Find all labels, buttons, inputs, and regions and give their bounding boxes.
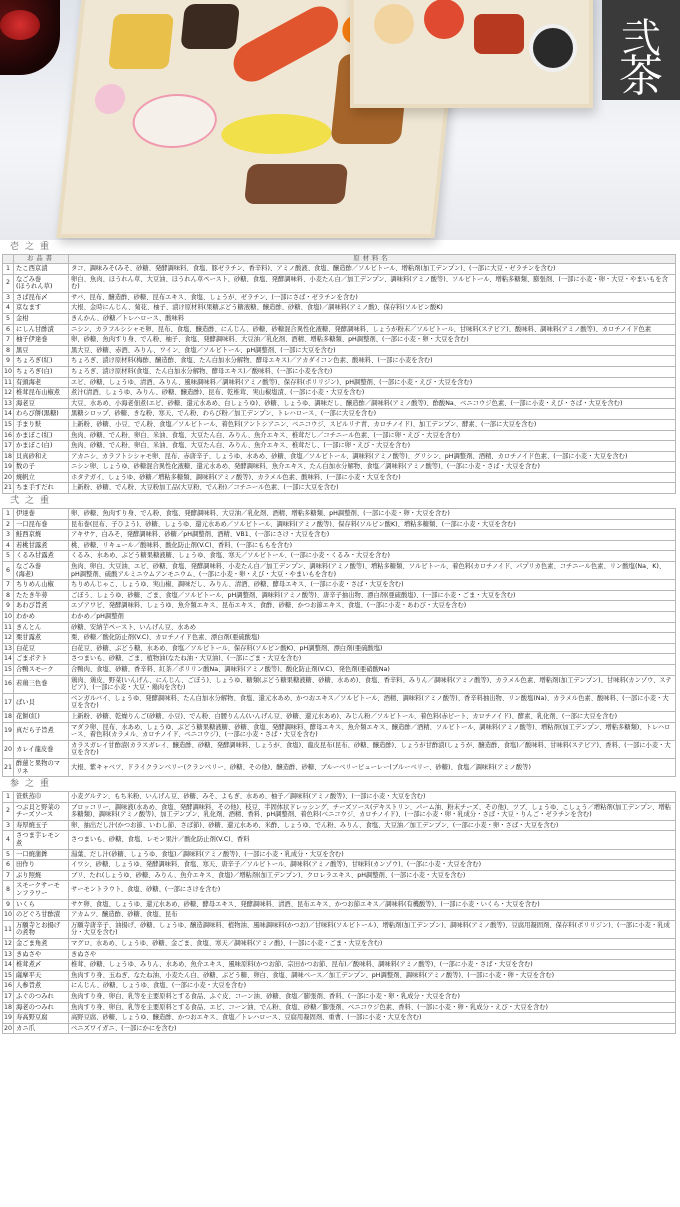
item-name: さつま芋レモン煮	[14, 831, 69, 849]
table-row	[3, 910, 676, 921]
item-materials: 黒大豆、砂糖、赤酒、みりん、ワイン、食塩／ソルビトール、pH調整剤、(一部に大豆を含む)	[69, 345, 676, 356]
row-number: 12	[3, 388, 14, 399]
table-row	[3, 335, 676, 346]
item-materials: さつまいも、砂糖、食塩、レモン果汁／酸化防止剤(V.C)、香料	[69, 831, 676, 849]
tier-title: 参之重	[10, 779, 56, 790]
item-materials: 卵白、魚肉、ほうれん草、大豆油、ほうれん草ペースト、砂糖、食塩、発酵調味料、小麦たん白／加工デンプン、調味料(アミノ酸等)、ソルビトール、増粘多糖類、膨張剤、(一部に小麦・卵・大豆・やまいもを含む)	[69, 274, 676, 292]
item-materials: エゾアワビ、発酵調味料、しょうゆ、魚介類エキス、昆布エキス、食酢、砂糖、かつお節エキス、食塩、(一部に小麦・あわび・大豆を含む)	[69, 601, 676, 612]
row-number: 3	[3, 292, 14, 303]
tier-label-top: 弐	[621, 16, 661, 62]
row-number: 19	[3, 462, 14, 473]
row-number: 13	[3, 398, 14, 409]
item-materials: ニシン、カラフルシシャモ卵、昆布、食塩、醸造酢、にんじん、砂糖、砂糖混合異性化液糖、発酵調味料、しょうが粉末／ソルビトール、甘味料(ステビア)、酸味料、調味料(アミノ酸等)、カロチノイド色素	[69, 324, 676, 335]
table-row	[3, 366, 676, 377]
table-row	[3, 722, 676, 740]
item-name: わらび餅(黒糖)	[14, 409, 69, 420]
item-materials: 砂糖、安納芋ペースト、いんげん豆、水あめ	[69, 622, 676, 633]
table-row	[3, 472, 676, 483]
row-number: 16	[3, 981, 14, 992]
item-materials: くるみ、水あめ、ぶどう糖果糖液糖、しょうゆ、食塩、寒天／ソルビトール、(一部に小麦・くるみ・大豆を含む)	[69, 551, 676, 562]
row-number: 18	[3, 451, 14, 462]
table-row	[3, 675, 676, 693]
item-materials: ホタテガイ、しょうゆ、砂糖／増粘多糖類、調味料(アミノ酸等)、カラメル色素、酸味料、(一部に小麦・大豆を含む)	[69, 472, 676, 483]
table-row	[3, 264, 676, 275]
item-name: 花餅(紅)	[14, 711, 69, 722]
item-materials: 魚肉すり身、卵白、乳等を主要原料とする食品、ふぐ皮、コーン油、砂糖、食塩／膨張剤、香料、(一部に小麦・卵・乳成分・大豆を含む)	[69, 991, 676, 1002]
table-row	[3, 313, 676, 324]
row-number: 3	[3, 530, 14, 541]
item-materials: 上新粉、砂糖、小豆、でん粉、食塩／ソルビトール、着色料(アントシアニン、ベニコウジ、スピルリナ青、カロチノイド)、加工デンプン、酵素、(一部に大豆を含む)	[69, 419, 676, 430]
item-name: ばい貝	[14, 693, 69, 711]
table-row	[3, 758, 676, 776]
item-materials: マグロ、水あめ、しょうゆ、砂糖、金ごま、食塩、寒天／調味料(アミノ酸)、(一部に小麦・ごま・大豆を含む)	[69, 939, 676, 950]
item-name: ふぐのつみれ	[14, 991, 69, 1002]
item-name: 笹麩蒸巾	[14, 792, 69, 803]
item-name: 数の子	[14, 462, 69, 473]
lacquer-bowl-image	[0, 0, 60, 75]
table-row	[3, 1023, 676, 1034]
table-row	[3, 654, 676, 665]
item-name: 海老のつみれ	[14, 1002, 69, 1013]
item-materials: 煮汁(清酒、しょうゆ、みりん、砂糖、醸造酢)、昆布、乾椎茸、実山椒塩漬、(一部に小麦・大豆を含む)	[69, 388, 676, 399]
item-name: あわび旨煮	[14, 601, 69, 612]
table-row	[3, 462, 676, 473]
row-number: 17	[3, 693, 14, 711]
item-name: カニ爪	[14, 1023, 69, 1034]
table-row	[3, 802, 676, 820]
item-name: 薩摩平天	[14, 970, 69, 981]
item-name: さば昆布〆	[14, 292, 69, 303]
row-number: 7	[3, 580, 14, 591]
item-materials: イワシ、砂糖、しょうゆ、発酵調味料、食塩、寒天、唐辛子／ソルビトール、調味料(アミノ酸等)、甘味料(カンゾウ)、(一部に小麦・大豆を含む)	[69, 860, 676, 871]
row-number: 1	[3, 792, 14, 803]
row-number: 15	[3, 664, 14, 675]
table-row	[3, 612, 676, 623]
table-row	[3, 601, 676, 612]
item-name: 黒豆	[14, 345, 69, 356]
table-row	[3, 419, 676, 430]
header-materials: 原材料名	[69, 255, 676, 264]
item-name: 金ごま角煮	[14, 939, 69, 950]
row-number: 1	[3, 264, 14, 275]
row-number: 13	[3, 643, 14, 654]
item-materials: ごぼう、しょうゆ、砂糖、ごま、食塩／ソルビトール、pH調整剤、調味料(アミノ酸等)、唐辛子抽出物、漂白剤(亜硫酸塩)、(一部に小麦・ごま・大豆を含む)	[69, 590, 676, 601]
item-materials: 魚肉、砂糖、でん粉、卵白、米油、食塩、大豆たん白、みりん、魚介エキス、椎茸だし／コチニール色素、(一部に卵・えび・大豆を含む)	[69, 430, 676, 441]
item-materials: 魚肉、砂糖、でん粉、卵白、米油、食塩、大豆たん白、みりん、魚介エキス、椎茸だし、(一部に卵・えび・大豆を含む)	[69, 441, 676, 452]
item-materials: 小麦グルテン、もち米粉、いんげん豆、砂糖、みそ、よもぎ、水あめ、柚子／調味料(アミノ酸等)、(一部に小麦・大豆を含む)	[69, 792, 676, 803]
table-row	[3, 981, 676, 992]
item-name: ごまポテト	[14, 654, 69, 665]
item-name: 酢蓮と果物のマリネ	[14, 758, 69, 776]
table-row	[3, 430, 676, 441]
item-name: 鮭西京焼	[14, 530, 69, 541]
table-row	[3, 740, 676, 758]
table-row	[3, 356, 676, 367]
table-row	[3, 849, 676, 860]
table-row	[3, 483, 676, 494]
table-row	[3, 633, 676, 644]
row-number: 9	[3, 601, 14, 612]
item-materials: ちょろぎ、漬け原材料(梅酢、醸造酢、食塩、たん白加水分解物、酵母エキス)／アカダイコン色素、酸味料、(一部に小麦を含む)	[69, 356, 676, 367]
item-materials: 黒糖シロップ、砂糖、きな粉、寒天、でん粉、わらび粉／加工デンプン、トレハロース、(一部に大豆を含む)	[69, 409, 676, 420]
item-materials: 上新粉、砂糖、乾燥りんご(砂糖、小豆)、でん粉、白腰りんん(いんげん豆、砂糖、還元水あめ)、みじん粉／ソルビトール、着色料(赤ビート、カロチノイド)、酵素、乳化剤、(一部に大豆を含む)	[69, 711, 676, 722]
row-number: 16	[3, 675, 14, 693]
row-number: 19	[3, 722, 14, 740]
row-number: 6	[3, 324, 14, 335]
header-num	[3, 255, 14, 264]
table-row	[3, 792, 676, 803]
hero-photo	[0, 0, 680, 240]
row-number: 19	[3, 1013, 14, 1024]
row-number: 4	[3, 831, 14, 849]
row-number: 2	[3, 274, 14, 292]
ingredient-table	[2, 508, 676, 777]
row-number: 8	[3, 345, 14, 356]
table-row	[3, 409, 676, 420]
row-number: 10	[3, 366, 14, 377]
table-row	[3, 860, 676, 871]
item-materials: 桃、砂糖、リキュール／酸味料、酸化防止剤(V.C)、香料、(一部にももを含む)	[69, 540, 676, 551]
row-number: 14	[3, 960, 14, 971]
ingredient-list	[0, 240, 680, 1034]
row-number: 21	[3, 758, 14, 776]
item-name: 椎茸煮〆	[14, 960, 69, 971]
item-materials: 大豆、水あめ、小海老佃煮(エビ、砂糖、還元水あめ、白しょうゆ)、砂糖、しょうゆ、調味だし、醸造酢／調味料(アミノ酸等)、酢酸Na、ベニコウジ色素、(一部に小麦・えび・さば・大豆を含む)	[69, 398, 676, 409]
row-number: 5	[3, 313, 14, 324]
item-name: 万願寺とお揚げの煮物	[14, 920, 69, 938]
tier-label-badge	[602, 0, 680, 100]
table-row	[3, 693, 676, 711]
item-name: たこ西京漬	[14, 264, 69, 275]
item-name: 金柑	[14, 313, 69, 324]
row-number: 20	[3, 472, 14, 483]
item-materials: マダラ卵、昆布、水あめ、しょうゆ、ぶどう糖果糖液糖、砂糖、食塩、発酵調味料、酵母エキス、魚介類エキス、醸造酢／酒精、ソルビトール、調味料(アミノ酸等)、増粘剤(加工デンプン、増粘多糖類)、トレハロース、着色料(カラメル、カロチノイド、ベニコウジ)、(一部に小麦・さば・大豆を含む)	[69, 722, 676, 740]
item-name: なごみ巻 (ほうれん草)	[14, 274, 69, 292]
item-name: スモークサーモンフラワー	[14, 881, 69, 899]
item-name: 海老豆	[14, 398, 69, 409]
item-materials: 卵、抽出だし汁(かつお節、いわし節、さば節)、砂糖、還元水あめ、米酢、しょうゆ、でん粉、みりん、食塩、大豆油／加工デンプン、(一部に小麦・卵・さば・大豆を含む)	[69, 820, 676, 831]
table-row	[3, 377, 676, 388]
item-materials: にんじん、砂糖、しょうゆ、食塩、(一部に小麦・大豆を含む)	[69, 981, 676, 992]
item-name: 柚子伊達巻	[14, 335, 69, 346]
item-materials: 白花豆、砂糖、ぶどう糖、水あめ、食塩／ソルビトール、保存料(ソルビン酸K)、pH調整剤、漂白剤(亜硫酸塩)	[69, 643, 676, 654]
item-materials: 椎茸、砂糖、しょうゆ、みりん、水あめ、魚介エキス、風味原料(かつお節、宗田かつお節、昆布)／酸味料、調味料(アミノ酸等)、(一部に小麦・さば・大豆を含む)	[69, 960, 676, 971]
item-name: いくら	[14, 899, 69, 910]
item-name: 若鶏三色巻	[14, 675, 69, 693]
item-materials: エビ、砂糖、しょうゆ、清酒、みりん、風味調味料／調味料(アミノ酸等)、保存料(ポリリジン)、pH調整剤、(一部に小麦・えび・大豆を含む)	[69, 377, 676, 388]
row-number: 8	[3, 881, 14, 899]
table-row	[3, 664, 676, 675]
item-name: 田作り	[14, 860, 69, 871]
item-name: きんとん	[14, 622, 69, 633]
table-row	[3, 303, 676, 314]
item-materials: 卵、砂糖、魚肉すり身、でん粉、食塩、発酵調味料、大豆油／乳化剤、酒精、増粘多糖類、pH調整剤、(一部に小麦・卵・大豆を含む)	[69, 509, 676, 520]
item-materials: きんかん、砂糖／トレハロース、酸味料	[69, 313, 676, 324]
row-number: 2	[3, 802, 14, 820]
table-row	[3, 324, 676, 335]
item-name: 寿厚焼玉子	[14, 820, 69, 831]
item-name: 合鴨スモーク	[14, 664, 69, 675]
item-materials: カラスガレイ甘酢漬(カラスガレイ、醸造酢、砂糖、発酵調味料、しょうが、食塩)、龍皮昆布(昆布、砂糖、醸造酢)、しょうが甘酢漬(しょうが、醸造酢、食塩)／酸味料、甘味料(ステビア)、香料、(一部に小麦・大豆を含む)	[69, 740, 676, 758]
item-name: かまぼこ(紅)	[14, 430, 69, 441]
item-name: 伊達巻	[14, 509, 69, 520]
table-row	[3, 562, 676, 580]
osechi-box-second-image	[350, 0, 593, 108]
item-name: 白花豆	[14, 643, 69, 654]
item-name: 焼帆立	[14, 472, 69, 483]
item-name: かまぼこ(白)	[14, 441, 69, 452]
row-number: 5	[3, 849, 14, 860]
item-materials: サバ、昆布、醸造酢、砂糖、昆布エキス、食塩、しょうが、ゼラチン、(一部にさば・ゼラチンを含む)	[69, 292, 676, 303]
table-row	[3, 711, 676, 722]
table-row	[3, 388, 676, 399]
table-row	[3, 590, 676, 601]
item-name: 一口焼蒲鉾	[14, 849, 69, 860]
table-row	[3, 881, 676, 899]
item-name: なごみ巻 (海老)	[14, 562, 69, 580]
table-row	[3, 991, 676, 1002]
table-row	[3, 960, 676, 971]
item-name: つぶ貝と野菜の チーズソース	[14, 802, 69, 820]
row-number: 10	[3, 612, 14, 623]
ingredient-table	[2, 791, 676, 1034]
table-row	[3, 831, 676, 849]
item-materials: 昆布巻(昆布、子ひよう)、砂糖、しょうゆ、還元水あめ／ソルビトール、調味料(アミノ酸等)、保存料(ソルビン酸K)、増粘多糖類、(一部に小麦・大豆を含む)	[69, 519, 676, 530]
item-materials: 湯葉、だし汁(砂糖、しょうゆ、食塩)／調味料(アミノ酸等)、(一部に小麦・乳成分・大豆を含む)	[69, 849, 676, 860]
table-row	[3, 870, 676, 881]
item-materials: ベニズワイガニ、(一部にかにを含む)	[69, 1023, 676, 1034]
row-number: 17	[3, 991, 14, 1002]
item-name: 人参旨煮	[14, 981, 69, 992]
item-materials: 鶏肉、鶏皮、野菜(いんげん、にんじん、ごぼう)、しょうゆ、糖類(ぶどう糖果糖液糖、砂糖、水あめ)、食塩、香辛料、みりん／調味料(アミノ酸等)、カラメル色素、増粘剤(加工デンプン)、甘味料(カンゾウ、ステビア)、(一部に小麦・大豆・鶏肉を含む)	[69, 675, 676, 693]
table-row	[3, 920, 676, 938]
table-row	[3, 451, 676, 462]
row-number: 6	[3, 860, 14, 871]
row-number: 18	[3, 1002, 14, 1013]
item-materials: 大根、紫キャベツ、ドライクランベリー(クランベリー、砂糖、その他)、醸造酢、砂糖、ブルーベリービューレー(ブルーベリー、砂糖)、食塩／調味料(アミノ酸等)	[69, 758, 676, 776]
table-row	[3, 345, 676, 356]
tier-title: 壱之重	[10, 242, 56, 252]
table-row	[3, 820, 676, 831]
item-materials: アカムツ、醸造酢、砂糖、食塩、昆布	[69, 910, 676, 921]
item-materials: 高野豆腐、砂糖、しょうゆ、醸造酢、かつおエキス、食塩／トレハロース、豆腐用凝固剤、重曹、(一部に小麦・大豆を含む)	[69, 1013, 676, 1024]
table-row	[3, 519, 676, 530]
table-row	[3, 292, 676, 303]
item-materials: さつまいも、砂糖、ごま、植物油(なたね油・大豆油)、(一部にごま・大豆を含む)	[69, 654, 676, 665]
item-name: 若桃甘露煮	[14, 540, 69, 551]
item-name: 手まり麩	[14, 419, 69, 430]
item-materials: ちょろぎ、漬け原材料(食塩、たん白加水分解物、酵母エキス)／酸味料、(一部に小麦を含む)	[69, 366, 676, 377]
item-materials: ベンガルバイ、しょうゆ、発酵調味料、たん白加水分解物、食塩、還元水あめ、かつおエキス／ソルビトール、酒精、調味料(アミノ酸等)、香辛料抽出物、リン酸塩(Na)、カラメル色素、酸味料、(一部に小麦・大豆を含む)	[69, 693, 676, 711]
table-row	[3, 398, 676, 409]
table-row	[3, 643, 676, 654]
item-name: カレイ龍皮巻	[14, 740, 69, 758]
tier-section	[0, 240, 680, 494]
table-row	[3, 622, 676, 633]
tier-section	[0, 777, 680, 1034]
row-number: 14	[3, 409, 14, 420]
item-name: きぬさや	[14, 949, 69, 960]
item-name: 栗甘露煮	[14, 633, 69, 644]
item-name: のどぐろ甘酢漬	[14, 910, 69, 921]
row-number: 18	[3, 711, 14, 722]
item-materials: 魚肉すり身、卵白、乳等を主要原料とする食品、エビ、コーン油、でん粉、食塩、砂糖／膨張剤、ベニコウジ色素、香料、(一部に小麦・卵・乳成分・えび・大豆を含む)	[69, 1002, 676, 1013]
item-name: 貝真砂和え	[14, 451, 69, 462]
table-row	[3, 274, 676, 292]
row-number: 11	[3, 622, 14, 633]
row-number: 15	[3, 419, 14, 430]
item-materials: 栗、砂糖／酸化防止剤(V.C)、カロチノイド色素、漂白剤(亜硫酸塩)	[69, 633, 676, 644]
item-name: 一口昆布巻	[14, 519, 69, 530]
item-materials: 卵、砂糖、魚肉すり身、でん粉、柚子、食塩、発酵調味料、大豆油／乳化剤、酒精、増粘多糖類、pH調整剤、(一部に小麦・卵・大豆を含む)	[69, 335, 676, 346]
item-name: ぶり照焼	[14, 870, 69, 881]
table-row	[3, 530, 676, 541]
item-materials: ブロッコリー、調味液(水あめ、食塩、発酵調味料、その他)、枝豆、半固体状ドレッシング、チーズソース(デキストリン、パーム油、粉末チーズ、その他)、ツブ、しょうゆ、こしょう／増粘剤(加工デンプン、増粘多糖類)、調味料(アミノ酸等)、加工デンプン、乳化剤、酒精、香料、pH調整剤、着色料(ベニコウジ、カロチノイド)、(一部に小麦・卵・乳成分・さば・大豆・りんご・ゼラチンを含む)	[69, 802, 676, 820]
table-header-row	[3, 255, 676, 264]
row-number: 7	[3, 335, 14, 346]
table-row	[3, 939, 676, 950]
row-number: 10	[3, 910, 14, 921]
item-name: 椎茸昆布山椒煮	[14, 388, 69, 399]
item-name: 真だら子旨煮	[14, 722, 69, 740]
row-number: 13	[3, 949, 14, 960]
item-materials: アキサケ、白みそ、発酵調味料、砂糖／pH調整剤、酒精、VB1、(一部にさけ・大豆を含む)	[69, 530, 676, 541]
item-materials: 上新粉、砂糖、でん粉、大豆粉加工品(大豆粉、でん粉)／コチニール色素、(一部に大豆を含む)	[69, 483, 676, 494]
row-number: 9	[3, 356, 14, 367]
row-number: 20	[3, 740, 14, 758]
row-number: 4	[3, 540, 14, 551]
item-materials: 合鴨肉、食塩、砂糖、香辛料、紅茶／ポリリン酸Na、調味料(アミノ酸等)、酸化防止剤(V.C)、発色剤(亜硝酸Na)	[69, 664, 676, 675]
item-name: ちょろぎ(紅)	[14, 356, 69, 367]
item-name: 有頭海老	[14, 377, 69, 388]
tier-title: 弐之重	[10, 496, 56, 507]
row-number: 9	[3, 899, 14, 910]
table-row	[3, 899, 676, 910]
row-number: 6	[3, 562, 14, 580]
row-number: 16	[3, 430, 14, 441]
row-number: 21	[3, 483, 14, 494]
item-name: わかめ	[14, 612, 69, 623]
table-row	[3, 540, 676, 551]
row-number: 11	[3, 377, 14, 388]
item-materials: 魚肉すり身、玉ねぎ、なたね油、小麦たん白、砂糖、ぶどう糖、卵白、食塩、調味ベース／加工デンプン、pH調整剤、調味料(アミノ酸等)、(一部に小麦・卵・大豆を含む)	[69, 970, 676, 981]
item-materials: 大根、金時にんじん、菊花、柚子、漬け原材料(果糖ぶどう糖液糖、醸造酢、砂糖、食塩)／調味料(アミノ酸)、保存料(ソルビン酸K)	[69, 303, 676, 314]
table-row	[3, 970, 676, 981]
table-row	[3, 949, 676, 960]
item-name: くるみ甘露煮	[14, 551, 69, 562]
row-number: 15	[3, 970, 14, 981]
tier-label-main: 茶	[619, 51, 663, 102]
row-number: 12	[3, 939, 14, 950]
item-materials: わかめ／pH調整剤	[69, 612, 676, 623]
item-name: ちりめん山椒	[14, 580, 69, 591]
row-number: 4	[3, 303, 14, 314]
item-materials: サーモントラウト、食塩、砂糖、(一部にさけを含む)	[69, 881, 676, 899]
table-row	[3, 509, 676, 520]
item-materials: ブリ、たれ(しょうゆ、砂糖、みりん、魚介エキス、食塩)／増粘剤(加工デンプン)、クロレラエキス、pH調整剤、(一部に小麦・大豆を含む)	[69, 870, 676, 881]
item-name: ちま手すだれ	[14, 483, 69, 494]
item-name: ちょろぎ(白)	[14, 366, 69, 377]
row-number: 12	[3, 633, 14, 644]
item-materials: タコ、調味みそ(みそ、砂糖、発酵調味料、食塩、豚ゼラチン、香辛料)、アミノ酸液、食塩、醸造酢／ソルビトール、増粘剤(加工デンプン)、(一部に大豆・ゼラチンを含む)	[69, 264, 676, 275]
row-number: 3	[3, 820, 14, 831]
row-number: 20	[3, 1023, 14, 1034]
row-number: 11	[3, 920, 14, 938]
table-row	[3, 551, 676, 562]
row-number: 17	[3, 441, 14, 452]
item-materials: きぬさや	[69, 949, 676, 960]
table-row	[3, 1013, 676, 1024]
item-materials: 万願寺唐辛子、油揚げ、砂糖、しょうゆ、醸造調味料、植物油、風味調味料(かつお)／甘味料(ソルビトール)、増粘剤(加工デンプン)、調味料(アミノ酸等)、豆腐用凝固剤、保存料(ポリリジン)、(一部に小麦・乳成分・大豆を含む)	[69, 920, 676, 938]
tier-section	[0, 494, 680, 777]
item-materials: ニシン卵、しょうゆ、砂糖混合異性化液糖、還元水あめ、発酵調味料、魚介エキス、たん白加水分解物、食塩／調味料(アミノ酸等)、(一部に小麦・さば・大豆を含む)	[69, 462, 676, 473]
item-materials: 魚肉、卵白、大豆油、エビ、砂糖、食塩、発酵調味料、小麦たん白／加工デンプン、調味料(アミノ酸等)、増粘多糖類、ソルビトール、着色料(カロチノイド、パプリカ色素、コチニール色素、リン酸塩(Na、K)、pH調整剤、硫酸アルミニウムアンモニウム、(一部に小麦・卵・えび・大豆・やまいもを含む)	[69, 562, 676, 580]
item-materials: サケ卵、食塩、しょうゆ、還元水あめ、砂糖、酵母エキス、発酵調味料、清酒、昆布エキス、かつお節エキス／調味料(有機酸等)、(一部に小麦・いくら・大豆を含む)	[69, 899, 676, 910]
table-row	[3, 1002, 676, 1013]
row-number: 2	[3, 519, 14, 530]
item-name: 寿高野豆腐	[14, 1013, 69, 1024]
row-number: 8	[3, 590, 14, 601]
item-materials: ちりめんじゃこ、しょうゆ、実山椒、調味だし、みりん、清酒、砂糖、酵母エキス、(一部に小麦・さば・大豆を含む)	[69, 580, 676, 591]
row-number: 7	[3, 870, 14, 881]
item-name: 京なます	[14, 303, 69, 314]
row-number: 1	[3, 509, 14, 520]
ingredient-table	[2, 254, 676, 494]
header-item: お品書	[14, 255, 69, 264]
table-row	[3, 580, 676, 591]
row-number: 5	[3, 551, 14, 562]
item-materials: アカニシ、カラフトシシャモ卵、昆布、赤唐辛子、しょうゆ、水あめ、砂糖、食塩／ソルビトール、調味料(アミノ酸等)、グリシン、pH調整剤、酒精、カロチノイド色素、(一部に小麦・大豆を含む)	[69, 451, 676, 462]
table-row	[3, 441, 676, 452]
item-name: たたき牛蒡	[14, 590, 69, 601]
item-name: にしん甘酢漬	[14, 324, 69, 335]
row-number: 14	[3, 654, 14, 665]
